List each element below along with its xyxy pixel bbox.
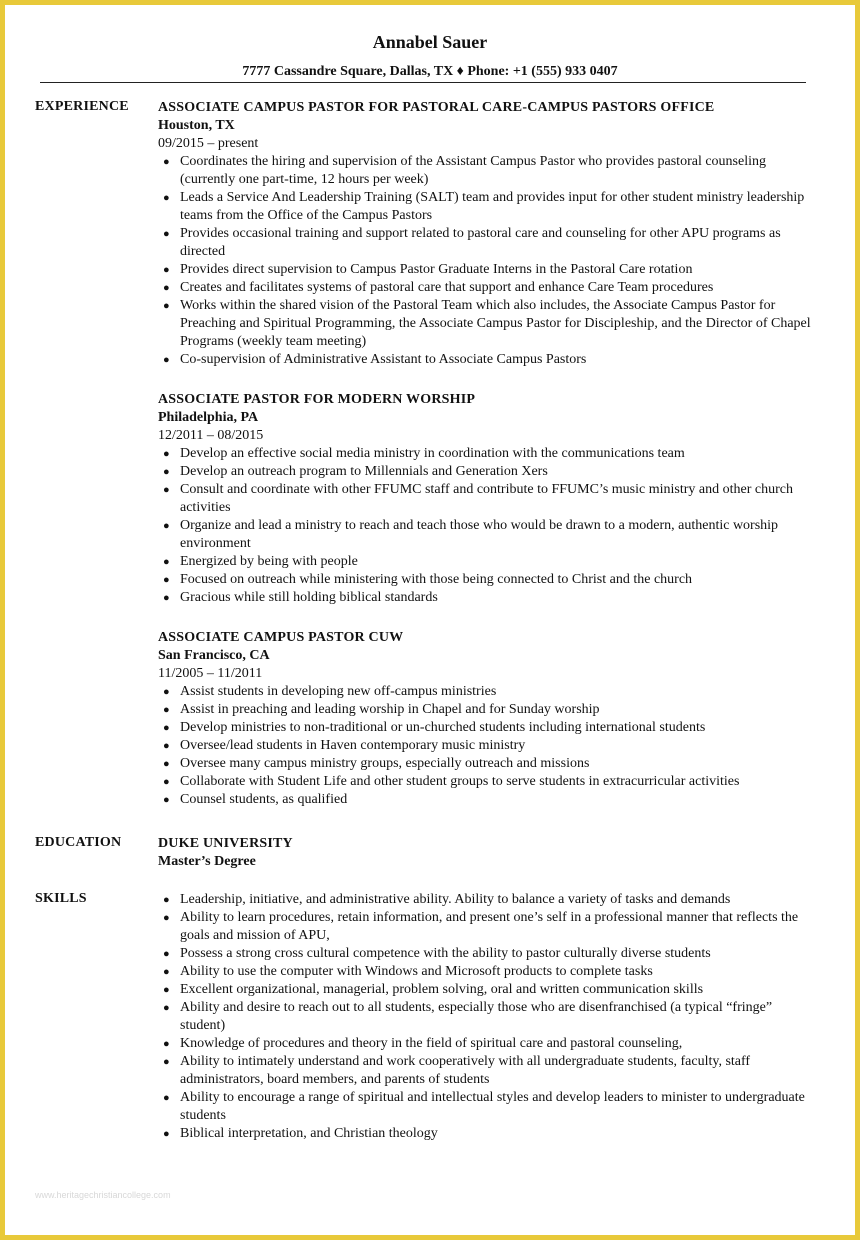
bullet-icon: ●: [163, 794, 170, 806]
bullet-text: Leads a Service And Leadership Training (SALT) team and provides input for other student ministry leadership teams from the Office of the Campus Pastors: [180, 190, 805, 223]
job-location: Houston, TX: [158, 118, 235, 133]
list-item: [158, 571, 818, 589]
job-dates: 09/2015 – present: [158, 136, 259, 151]
bullet-text: Consult and coordinate with other FFUMC staff and contribute to FFUMC’s music ministry and other church activities: [180, 482, 793, 515]
list-item: [158, 773, 818, 791]
list-item: [158, 1035, 818, 1053]
bullet-icon: ●: [163, 1056, 170, 1068]
list-item: [158, 999, 818, 1035]
school-name: DUKE UNIVERSITY: [158, 836, 293, 851]
job-location: San Francisco, CA: [158, 648, 270, 663]
bullet-icon: ●: [163, 758, 170, 770]
bullet-text: Develop an outreach program to Millennials and Generation Xers: [180, 464, 548, 479]
job-bullets: [158, 445, 818, 607]
skill-text: Ability and desire to reach out to all students, especially those who are disenfranchised (a typical “fringe” student): [180, 1000, 773, 1033]
bullet-icon: ●: [163, 740, 170, 752]
bullet-icon: ●: [163, 966, 170, 978]
bullet-icon: ●: [163, 228, 170, 240]
skill-text: Biblical interpretation, and Christian theology: [180, 1126, 438, 1141]
candidate-name: Annabel Sauer: [372, 32, 488, 52]
bullet-icon: ●: [163, 704, 170, 716]
bullet-icon: ●: [163, 1128, 170, 1140]
job-title: ASSOCIATE CAMPUS PASTOR FOR PASTORAL CARE-CAMPUS PASTORS OFFICE: [158, 100, 715, 115]
list-item: [158, 589, 818, 607]
skill-text: Excellent organizational, managerial, problem solving, oral and written communication skills: [180, 982, 704, 997]
skill-text: Ability to intimately understand and work cooperatively with all undergraduate students, faculty, staff administrators, board members, and parents of students: [180, 1054, 751, 1087]
bullet-icon: ●: [163, 948, 170, 960]
list-item: [158, 755, 818, 773]
list-item: [158, 261, 818, 279]
bullet-text: Provides occasional training and support related to pastoral care and counseling for other APU programs as directed: [180, 226, 781, 259]
bullet-icon: ●: [163, 448, 170, 460]
bullet-icon: ●: [163, 686, 170, 698]
list-item: [158, 909, 818, 945]
bullet-text: Develop an effective social media ministry in coordination with the communications team: [180, 446, 685, 461]
list-item: [158, 463, 818, 481]
bullet-icon: ●: [163, 354, 170, 366]
education-heading: EDUCATION: [35, 835, 122, 850]
bullet-text: Energized by being with people: [180, 554, 358, 569]
skills-heading: SKILLS: [35, 891, 87, 906]
list-item: [158, 189, 818, 225]
bullet-text: Oversee/lead students in Haven contemporary music ministry: [180, 738, 526, 753]
bullet-icon: ●: [163, 520, 170, 532]
skills-entry: [158, 891, 818, 1143]
job-dates: 11/2005 – 11/2011: [158, 666, 263, 681]
bullet-icon: ●: [163, 1002, 170, 1014]
header-divider: [40, 82, 806, 83]
list-item: [158, 225, 818, 261]
watermark: www.heritagechristiancollege.com: [35, 1190, 171, 1200]
bullet-icon: ●: [163, 984, 170, 996]
list-item: [158, 719, 818, 737]
bullet-icon: ●: [163, 192, 170, 204]
list-item: [158, 1089, 818, 1125]
bullet-text: Assist students in developing new off-campus ministries: [180, 684, 497, 699]
bullet-text: Assist in preaching and leading worship in Chapel and for Sunday worship: [180, 702, 600, 717]
bullet-text: Provides direct supervision to Campus Pastor Graduate Interns in the Pastoral Care rotation: [180, 262, 693, 277]
job-title: ASSOCIATE PASTOR FOR MODERN WORSHIP: [158, 392, 476, 407]
job-entry: [158, 99, 818, 369]
bullet-icon: ●: [163, 776, 170, 788]
skill-text: Ability to learn procedures, retain information, and present one’s self in a professional manner that reflects the goals and mission of APU,: [180, 910, 799, 943]
bullet-text: Gracious while still holding biblical standards: [180, 590, 438, 605]
bullet-icon: ●: [163, 1038, 170, 1050]
job-entry: [158, 391, 818, 607]
experience-heading: EXPERIENCE: [35, 99, 129, 114]
bullet-text: Works within the shared vision of the Pastoral Team which also includes, the Associate Campus Pastor for Preaching and Spiritual Programming, the Associate Campus Pastor for Discipleship, and the Director of Chapel Programs (weekly team meeting): [180, 298, 811, 349]
list-item: [158, 279, 818, 297]
skill-text: Knowledge of procedures and theory in the field of spiritual care and pastoral counseling,: [180, 1036, 683, 1051]
job-location: Philadelphia, PA: [158, 410, 259, 425]
list-item: [158, 963, 818, 981]
bullet-icon: ●: [163, 722, 170, 734]
bullet-icon: ●: [163, 592, 170, 604]
list-item: [158, 153, 818, 189]
bullet-icon: ●: [163, 1092, 170, 1104]
bullet-text: Develop ministries to non-traditional or un-churched students including international students: [180, 720, 706, 735]
job-bullets: [158, 153, 818, 369]
skill-text: Possess a strong cross cultural competence with the ability to pastor culturally diverse students: [180, 946, 711, 961]
list-item: [158, 553, 818, 571]
skills-list: [158, 891, 818, 1143]
skill-text: Leadership, initiative, and administrative ability. Ability to balance a variety of tasks and demands: [180, 892, 731, 907]
education-entry: [158, 835, 818, 871]
job-bullets: [158, 683, 818, 809]
bullet-text: Co-supervision of Administrative Assistant to Associate Campus Pastors: [180, 352, 587, 367]
degree: Master’s Degree: [158, 854, 256, 869]
skill-text: Ability to encourage a range of spiritual and intellectual styles and develop leaders to minister to undergraduate students: [180, 1090, 805, 1123]
list-item: [158, 791, 818, 809]
list-item: [158, 517, 818, 553]
bullet-text: Organize and lead a ministry to reach and teach those who would be drawn to a modern, authentic worship environment: [180, 518, 779, 551]
list-item: [158, 1125, 818, 1143]
bullet-text: Collaborate with Student Life and other student groups to serve students in extracurricular activities: [180, 774, 740, 789]
bullet-icon: ●: [163, 466, 170, 478]
list-item: [158, 481, 818, 517]
bullet-icon: ●: [163, 264, 170, 276]
bullet-text: Coordinates the hiring and supervision of the Assistant Campus Pastor who provides pastoral counseling (currently one part-time, 12 hours per week): [180, 154, 766, 187]
bullet-icon: ●: [163, 574, 170, 586]
list-item: [158, 1053, 818, 1089]
bullet-icon: ●: [163, 894, 170, 906]
bullet-icon: ●: [163, 282, 170, 294]
bullet-text: Oversee many campus ministry groups, especially outreach and missions: [180, 756, 590, 771]
job-title: ASSOCIATE CAMPUS PASTOR CUW: [158, 630, 404, 645]
bullet-icon: ●: [163, 912, 170, 924]
list-item: [158, 297, 818, 351]
list-item: [158, 351, 818, 369]
bullet-icon: ●: [163, 156, 170, 168]
bullet-icon: ●: [163, 556, 170, 568]
list-item: [158, 945, 818, 963]
list-item: [158, 891, 818, 909]
contact-line: 7777 Cassandre Square, Dallas, TX ♦ Phone: +1 (555) 933 0407: [242, 64, 618, 79]
job-dates: 12/2011 – 08/2015: [158, 428, 264, 443]
list-item: [158, 445, 818, 463]
job-entry: [158, 629, 818, 809]
bullet-text: Focused on outreach while ministering with those being connected to Christ and the church: [180, 572, 693, 587]
bullet-text: Creates and facilitates systems of pastoral care that support and enhance Care Team procedures: [180, 280, 714, 295]
list-item: [158, 981, 818, 999]
list-item: [158, 737, 818, 755]
bullet-text: Counsel students, as qualified: [180, 792, 348, 807]
resume-page: [5, 5, 855, 1235]
list-item: [158, 683, 818, 701]
list-item: [158, 701, 818, 719]
bullet-icon: ●: [163, 300, 170, 312]
skill-text: Ability to use the computer with Windows and Microsoft products to complete tasks: [180, 964, 653, 979]
bullet-icon: ●: [163, 484, 170, 496]
